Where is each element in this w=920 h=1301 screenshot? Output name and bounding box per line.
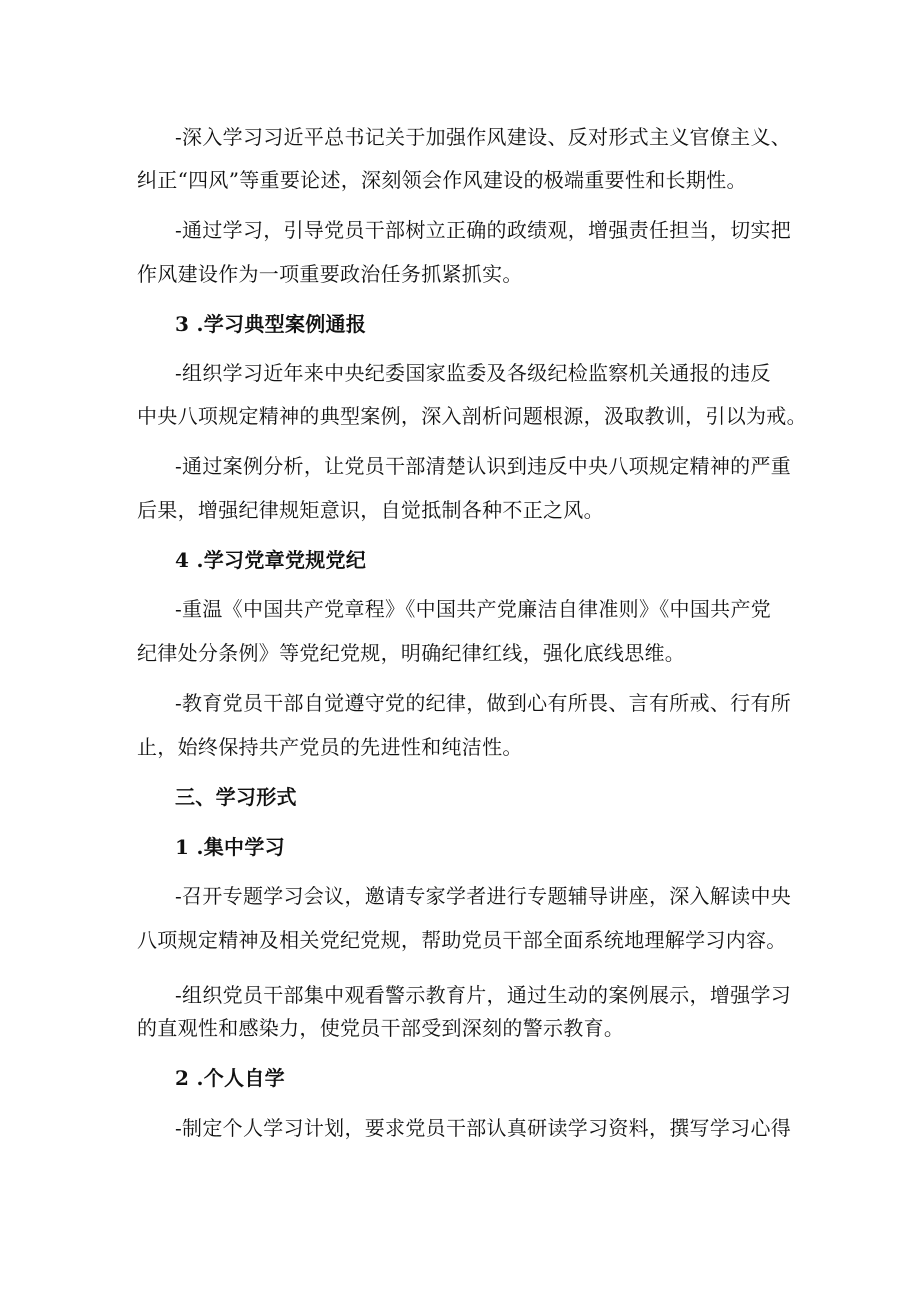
paragraph-line: 的直观性和感染力，使党员干部受到深刻的警示教育。 [137,1016,625,1040]
paragraph-line: 中央八项规定精神的典型案例，深入剖析问题根源，汲取教训，引以为戒。 [137,404,807,428]
paragraph-line: -教育党员干部自觉遵守党的纪律，做到心有所畏、言有所戒、行有所 [175,691,792,715]
paragraph-line: 止，始终保持共产党员的先进性和纯洁性。 [137,735,523,759]
section-heading: 1 .集中学习 [175,835,285,859]
paragraph-line: -制定个人学习计划，要求党员干部认真研读学习资料，撰写学习心得 [175,1116,792,1140]
paragraph-line: -通过案例分析，让党员干部清楚认识到违反中央八项规定精神的严重 [175,454,792,478]
section-heading: 2 .个人自学 [175,1066,285,1090]
chapter-heading: 三、学习形式 [175,785,297,809]
section-heading: 4 .学习党章党规党纪 [175,548,367,572]
paragraph-line: -通过学习，引导党员干部树立正确的政绩观，增强责任担当，切实把 [175,218,792,242]
paragraph-line: 八项规定精神及相关党纪党规，帮助党员干部全面系统地理解学习内容。 [137,928,787,952]
paragraph-line: -重温《中国共产党章程》《中国共产党廉洁自律准则》《中国共产党 [175,597,772,621]
section-heading: 3 .学习典型案例通报 [175,312,367,336]
paragraph-line: -组织党员干部集中观看警示教育片，通过生动的案例展示，增强学习 [175,983,792,1007]
paragraph-line: 作风建设作为一项重要政治任务抓紧抓实。 [137,262,523,286]
paragraph-line: 纠正“四风”等重要论述，深刻领会作风建设的极端重要性和长期性。 [137,168,747,192]
paragraph-line: -深入学习习近平总书记关于加强作风建设、反对形式主义官僚主义、 [175,125,792,149]
paragraph-line: 纪律处分条例》等党纪党规，明确纪律红线，强化底线思维。 [137,641,686,665]
paragraph-line: -召开专题学习会议，邀请专家学者进行专题辅导讲座，深入解读中央 [175,884,792,908]
paragraph-line: 后果，增强纪律规矩意识，自觉抵制各种不正之风。 [137,498,604,522]
paragraph-line: -组织学习近年来中央纪委国家监委及各级纪检监察机关通报的违反 [175,361,771,385]
